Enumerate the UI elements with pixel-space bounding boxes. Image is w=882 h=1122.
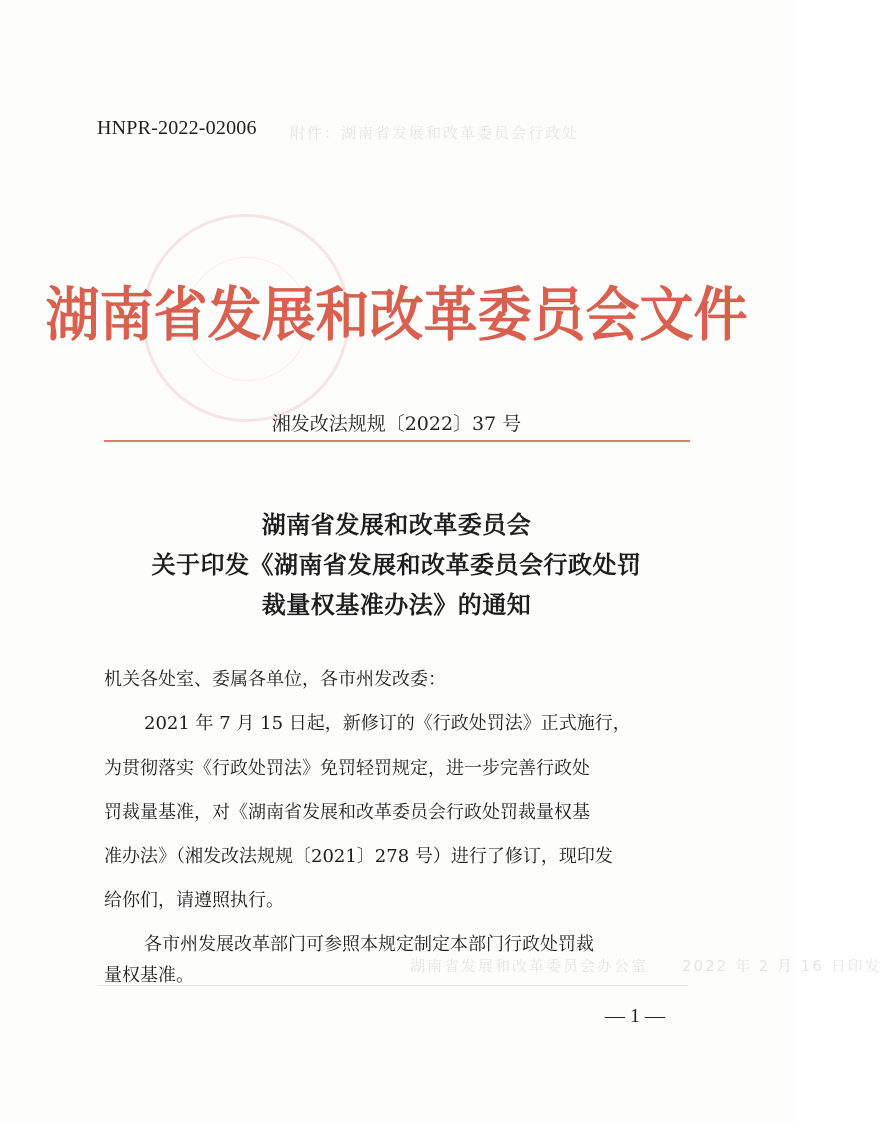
notice-title-line-2: 关于印发《湖南省发展和改革委员会行政处罚 xyxy=(151,551,642,579)
notice-title-line-3: 裁量权基准办法》的通知 xyxy=(261,591,532,619)
bleed-through-text-bottom: 湖南省发展和改革委员会办公室 2022 年 2 月 16 日印发 xyxy=(410,957,882,975)
document-number: 湘发改法规规〔2022〕37 号 xyxy=(271,413,522,435)
body-line: 量权基准。 xyxy=(104,965,194,986)
body-line: 为贯彻落实《行政处罚法》免罚轻罚规定，进一步完善行政处 xyxy=(104,758,590,779)
faint-footer-line xyxy=(98,985,688,986)
red-masthead: 湖南省发展和改革委员会文件 xyxy=(45,280,748,349)
body-line: 罚裁量基准，对《湖南省发展和改革委员会行政处罚裁量权基 xyxy=(104,802,590,823)
notice-title-line-1: 湖南省发展和改革委员会 xyxy=(261,511,532,539)
body-line: 准办法》（湘发改法规规〔2021〕278 号）进行了修订，现印发 xyxy=(104,846,613,867)
body-line: 各市州发展改革部门可参照本规定制定本部门行政处罚裁 xyxy=(144,934,594,955)
bleed-through-text-top: 附件：湖南省发展和改革委员会行政处 xyxy=(290,124,580,142)
page-number: — 1 — xyxy=(605,1005,665,1027)
document-code: HNPR-2022-02006 xyxy=(97,117,257,139)
salutation: 机关各处室、委属各单位，各市州发改委： xyxy=(104,669,446,690)
body-line: 2021 年 7 月 15 日起，新修订的《行政处罚法》正式施行， xyxy=(144,713,631,734)
body-line: 给你们，请遵照执行。 xyxy=(104,890,284,911)
red-divider-line xyxy=(104,440,690,442)
